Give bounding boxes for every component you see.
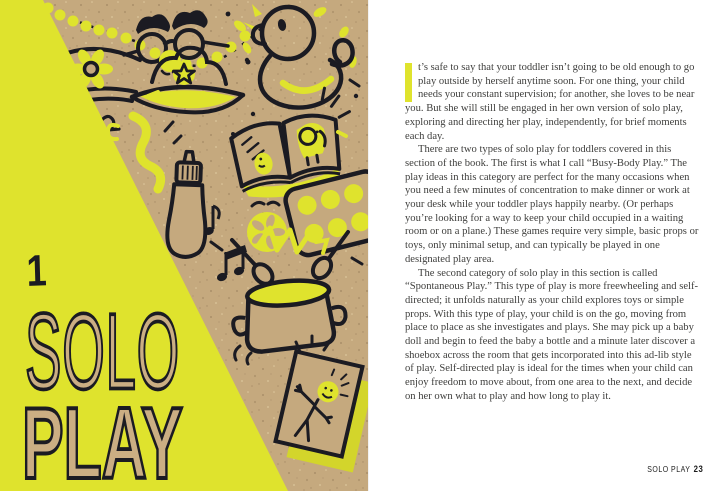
chapter-number: 1 — [25, 246, 48, 296]
chapter-title-line-2: PLAY — [22, 385, 183, 491]
paragraph-3: The second category of solo play in this section is called “Spontaneous Play.” This type of play is more freewheeling and self-directed; it unfolds naturally as your child explores toys or simple props. With this type of play, your child is on the go, moving from place to place as she investigates and plays. She may pick up a baby doll and begin to feed the baby a bottle and a minute later discover a shoebox across the room that gets incorporated into this ad-lib style of play. Self-directed play is ideal for the times when your child can enjoy freedom to move about, from one area to the next, and decide on her own what to play and how long to play it. — [405, 267, 699, 402]
chapter-title-line-1: SOLO — [25, 291, 180, 413]
paragraph-1-text: t’s safe to say that your toddler isn’t going to be old enough to go play outside by herself anytime soon. For one thing, your child needs your constant supervision; for another, she loves to be near you. But she will still be engaged in her own version of solo play, exploring and directing her play, independently, for brief moments each day. — [405, 62, 695, 142]
paragraph-2: There are two types of solo play for toddlers covered in this section of the book. The first is what I call “Busy-Body Play.” The play ideas in this category are perfect for the many occasions when you need a few minutes of concentration to make dinner or work at your desk while your toddler plays happily nearby. (Or perhaps you’re looking for a way to keep your child occupied in a waiting room or on a plane.) These games require very simple, basic props or toys, only minimal setup, and can typically be played in one designated play area. — [405, 144, 699, 265]
drop-cap-bar — [405, 63, 412, 102]
footer-section-label: SOLO PLAY — [647, 464, 691, 474]
body-copy — [405, 61, 702, 404]
text-page — [368, 0, 720, 491]
paragraph-1 — [405, 61, 702, 143]
footer-page-number: 23 — [693, 464, 703, 475]
page-footer — [647, 464, 703, 475]
